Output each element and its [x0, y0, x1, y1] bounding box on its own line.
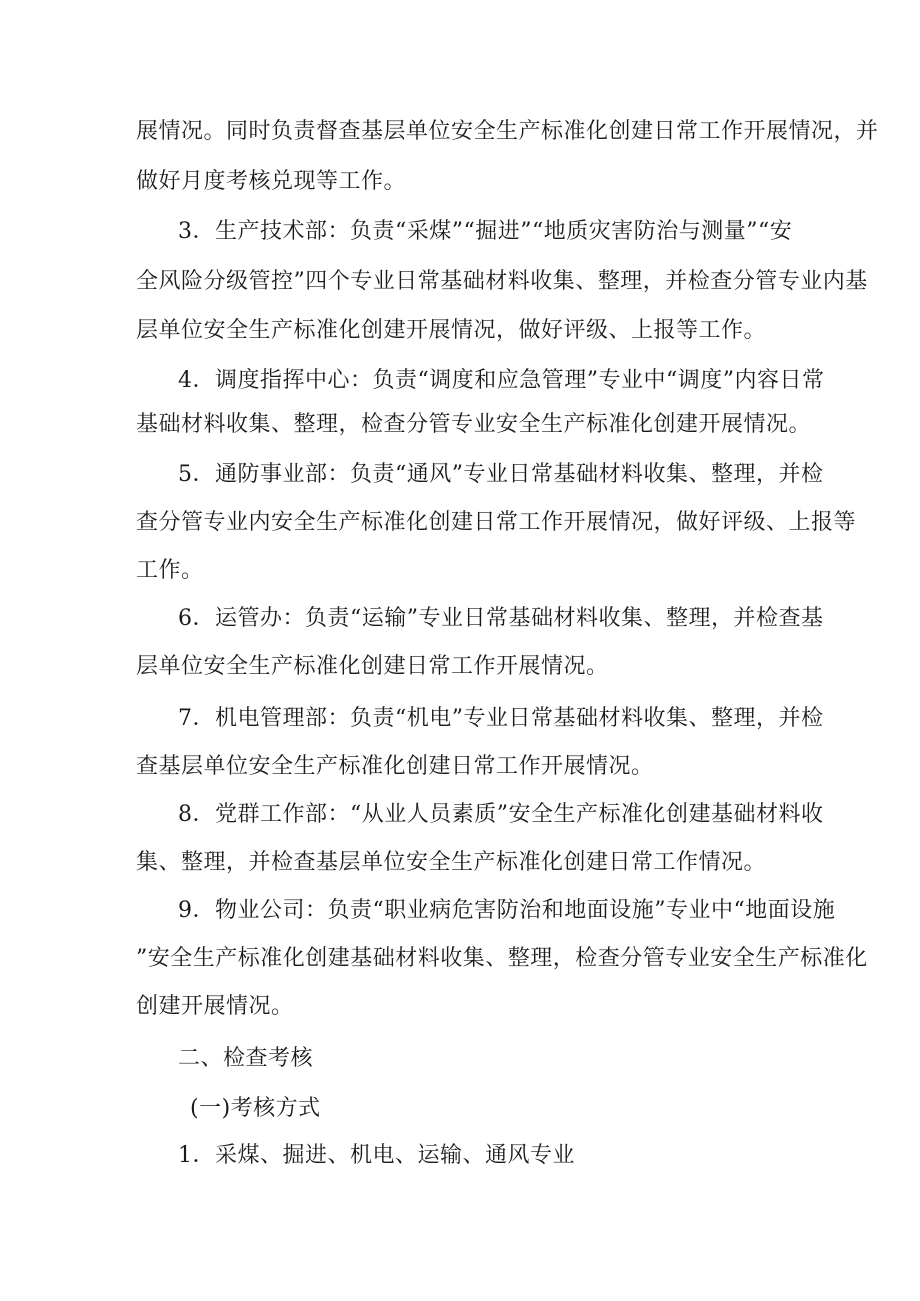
paragraph-line: 查基层单位安全生产标准化创建日常工作开展情况。 [136, 754, 654, 779]
paragraph-line: 层单位安全生产标准化创建开展情况，做好评级、上报等工作。 [136, 318, 767, 343]
paragraph-line: 全风险分级管控”四个专业日常基础材料收集、整理，并检查分管专业内基 [136, 269, 868, 294]
item-heading: 1．采煤、掘进、机电、运输、通风专业 [178, 1143, 575, 1168]
paragraph-line: 5．通防事业部：负责“通风”专业日常基础材料收集、整理，并检 [178, 462, 824, 487]
subsection-heading: (一)考核方式 [190, 1096, 321, 1121]
paragraph-line: 做好月度考核兑现等工作。 [136, 169, 407, 194]
paragraph-line: 8．党群工作部：“从业人员素质”安全生产标准化创建基础材料收 [178, 802, 824, 827]
paragraph-line: 展情况。同时负责督查基层单位安全生产标准化创建日常工作开展情况，并 [136, 119, 879, 144]
paragraph-line: 9．物业公司：负责“职业病危害防治和地面设施”专业中“地面设施 [178, 898, 836, 923]
paragraph-line: 7．机电管理部：负责“机电”专业日常基础材料收集、整理，并检 [178, 706, 824, 731]
paragraph-line: 4．调度指挥中心：负责“调度和应急管理”专业中“调度”内容日常 [178, 368, 825, 393]
paragraph-line: ”安全生产标准化创建基础材料收集、整理，检查分管专业安全生产标准化 [136, 946, 868, 971]
paragraph-line: 基础材料收集、整理，检查分管专业安全生产标准化创建开展情况。 [136, 412, 812, 437]
paragraph-line: 层单位安全生产标准化创建日常工作开展情况。 [136, 654, 609, 679]
section-heading: 二、检查考核 [178, 1046, 314, 1071]
paragraph-line: 查分管专业内安全生产标准化创建日常工作开展情况，做好评级、上报等 [136, 510, 857, 535]
paragraph-line: 集、整理，并检查基层单位安全生产标准化创建日常工作情况。 [136, 850, 767, 875]
paragraph-line: 创建开展情况。 [136, 994, 294, 1019]
paragraph-line: 3．生产技术部：负责“采煤”“掘进”“地质灾害防治与测量”“安 [178, 219, 793, 244]
paragraph-line: 工作。 [136, 558, 204, 583]
paragraph-line: 6．运管办：负责“运输”专业日常基础材料收集、整理，并检查基 [178, 606, 824, 631]
